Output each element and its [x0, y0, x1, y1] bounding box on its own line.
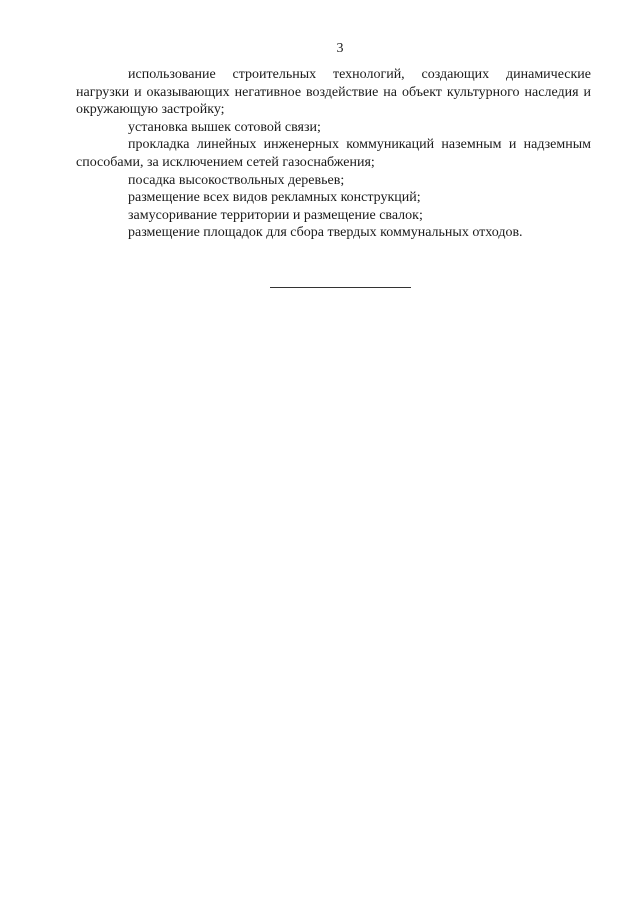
paragraph-utility-lines: прокладка линейных инженерных коммуникаций наземным и надземным способами, за исключением сетей газоснабжения; [76, 137, 591, 170]
paragraph-tall-trees: посадка высокоствольных деревьев; [128, 172, 345, 188]
paragraph-cell-towers: установка вышек сотовой связи; [128, 119, 321, 135]
document-body [76, 66, 591, 242]
page-number: 3 [336, 41, 344, 56]
end-of-document-rule [270, 287, 411, 288]
paragraph-construction-technologies: использование строительных технологий, создающих динамические нагрузки и оказывающих негативное воздействие на объект культурного наследия и окружающую застройку; [76, 67, 591, 118]
paragraph-littering: замусоривание территории и размещение свалок; [128, 207, 423, 223]
paragraph-waste-sites: размещение площадок для сбора твердых коммунальных отходов. [128, 225, 523, 241]
paragraph-advertising: размещение всех видов рекламных конструкций; [128, 190, 421, 206]
